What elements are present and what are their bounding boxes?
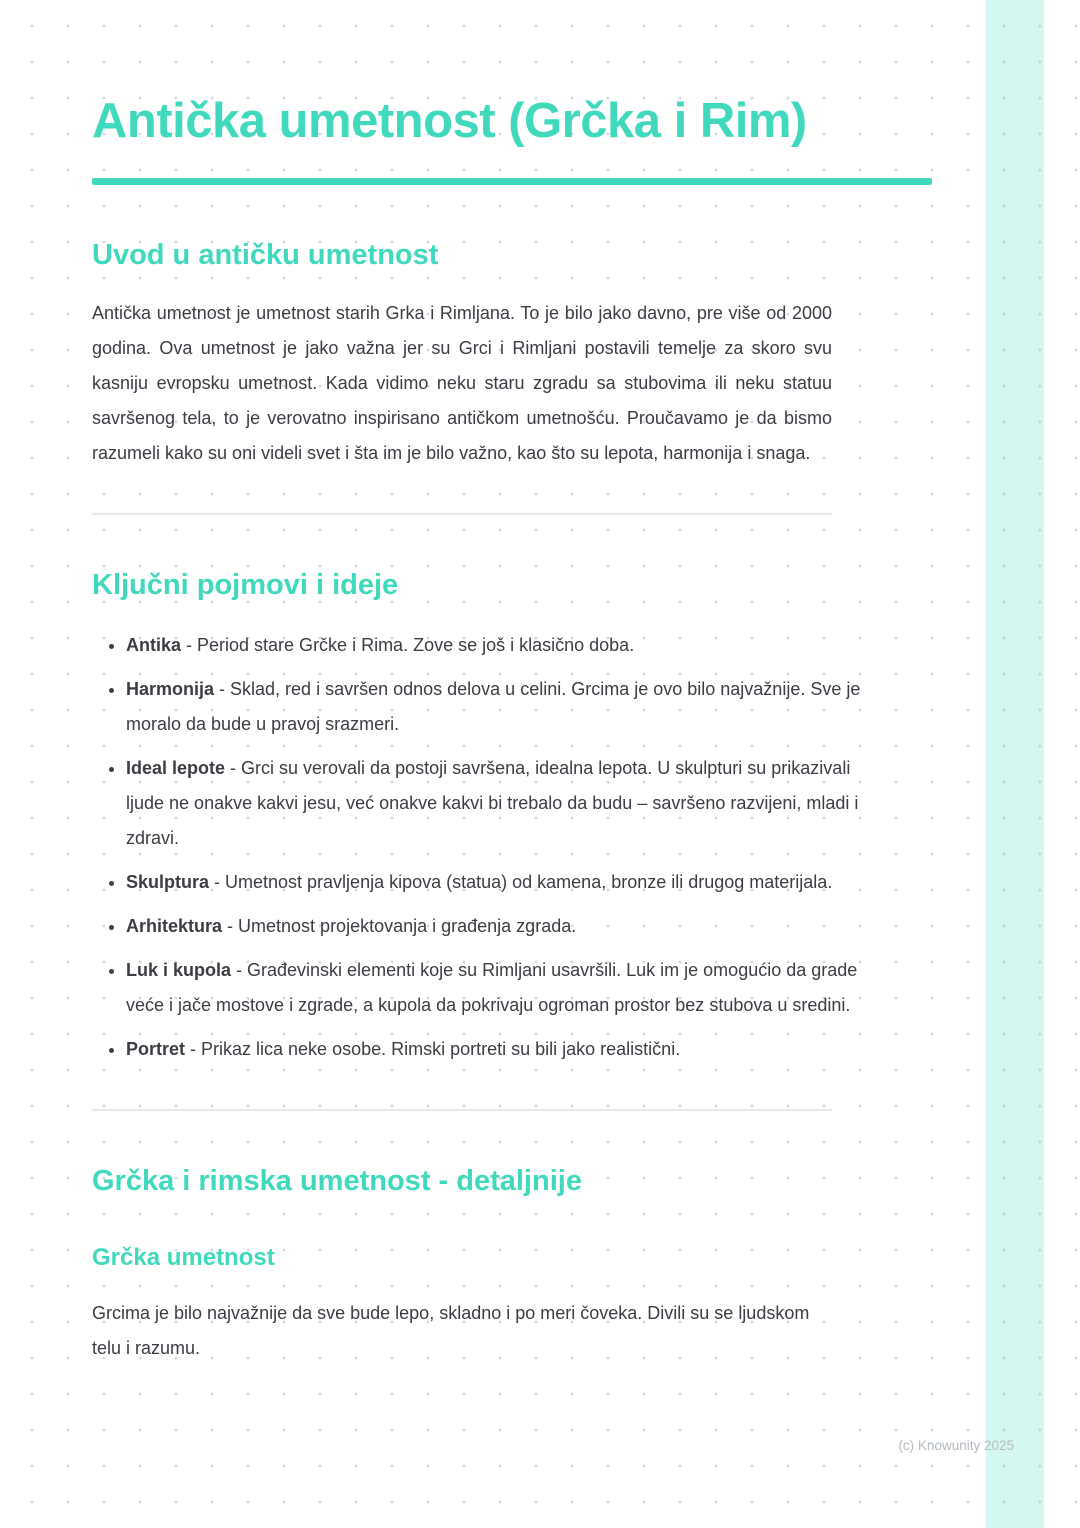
- concept-text: - Prikaz lica neke osobe. Rimski portreti su bili jako realistični.: [185, 1039, 681, 1060]
- key-concepts-list: [92, 628, 872, 1067]
- section-heading-details: Grčka i rimska umetnost - detaljnije: [92, 1165, 582, 1198]
- right-accent-stripe: [986, 0, 1044, 1528]
- concept-text: - Period stare Grčke i Rima. Zove se još i klasično doba.: [181, 635, 635, 656]
- concept-term: Ideal lepote: [126, 758, 226, 779]
- document-body: [92, 86, 932, 1366]
- list-item: [126, 953, 872, 1023]
- concept-text: - Umetnost projektovanja i građenja zgrada.: [222, 916, 577, 937]
- section-heading-concepts: Ključni pojmovi i ideje: [92, 569, 399, 602]
- list-item: [126, 1032, 872, 1067]
- concept-term: Antika: [126, 635, 182, 656]
- page-title: Antička umetnost (Grčka i Rim): [92, 94, 807, 148]
- concept-text: - Umetnost pravljenja kipova (statua) od kamena, bronze ili drugog materijala.: [209, 872, 833, 893]
- list-item: [126, 672, 872, 742]
- copyright-note: (c) Knowunity 2025: [898, 1438, 1014, 1453]
- concept-text: - Grci su verovali da postoji savršena, idealna lepota. U skulpturi su prikazivali ljude ne onakve kakvi jesu, već onakve kakvi bi trebalo da budu – savršeno razvijeni, mladi i zdravi.: [126, 758, 859, 849]
- concept-term: Portret: [126, 1039, 186, 1060]
- concept-text: - Građevinski elementi koje su Rimljani usavršili. Luk im je omogućio da grade veće i jače mostove i zgrade, a kupola da pokrivaju ogroman prostor bez stubova u sredini.: [126, 960, 858, 1016]
- concept-text: - Sklad, red i savršen odnos delova u celini. Grcima je ovo bilo najvažnije. Sve je moralo da bude u pravoj srazmeri.: [126, 679, 861, 735]
- concept-term: Harmonija: [126, 679, 215, 700]
- section-heading-intro: Uvod u antičku umetnost: [92, 239, 439, 272]
- concept-term: Arhitektura: [126, 916, 223, 937]
- greek-art-paragraph: Grcima je bilo najvažnije da sve bude lepo, skladno i po meri čoveka. Divili su se ljudskom telu i razumu.: [92, 1303, 810, 1359]
- list-item: [126, 751, 872, 856]
- list-item: [126, 865, 872, 900]
- concept-term: Skulptura: [126, 872, 210, 893]
- title-rule: [92, 178, 932, 185]
- concept-term: Luk i kupola: [126, 960, 232, 981]
- list-item: [126, 628, 872, 663]
- intro-paragraph: Antička umetnost je umetnost starih Grka i Rimljana. To je bilo jako davno, pre više od 2000 godina. Ova umetnost je jako važna jer su Grci i Rimljani postavili temelje za skoro svu kasniju evropsku umetnost. Kada vidimo neku staru zgradu sa stubovima ili neku statuu savršenog tela, to je verovatno inspirisano antičkom umetnošću. Proučavamo je da bismo razumeli kako su oni videli svet i šta im je bilo važno, kao što su lepota, harmonija i snaga.: [92, 303, 832, 464]
- sub-heading-greek-art: Grčka umetnost: [92, 1244, 275, 1272]
- divider: [92, 513, 832, 515]
- divider: [92, 1109, 832, 1111]
- list-item: [126, 909, 872, 944]
